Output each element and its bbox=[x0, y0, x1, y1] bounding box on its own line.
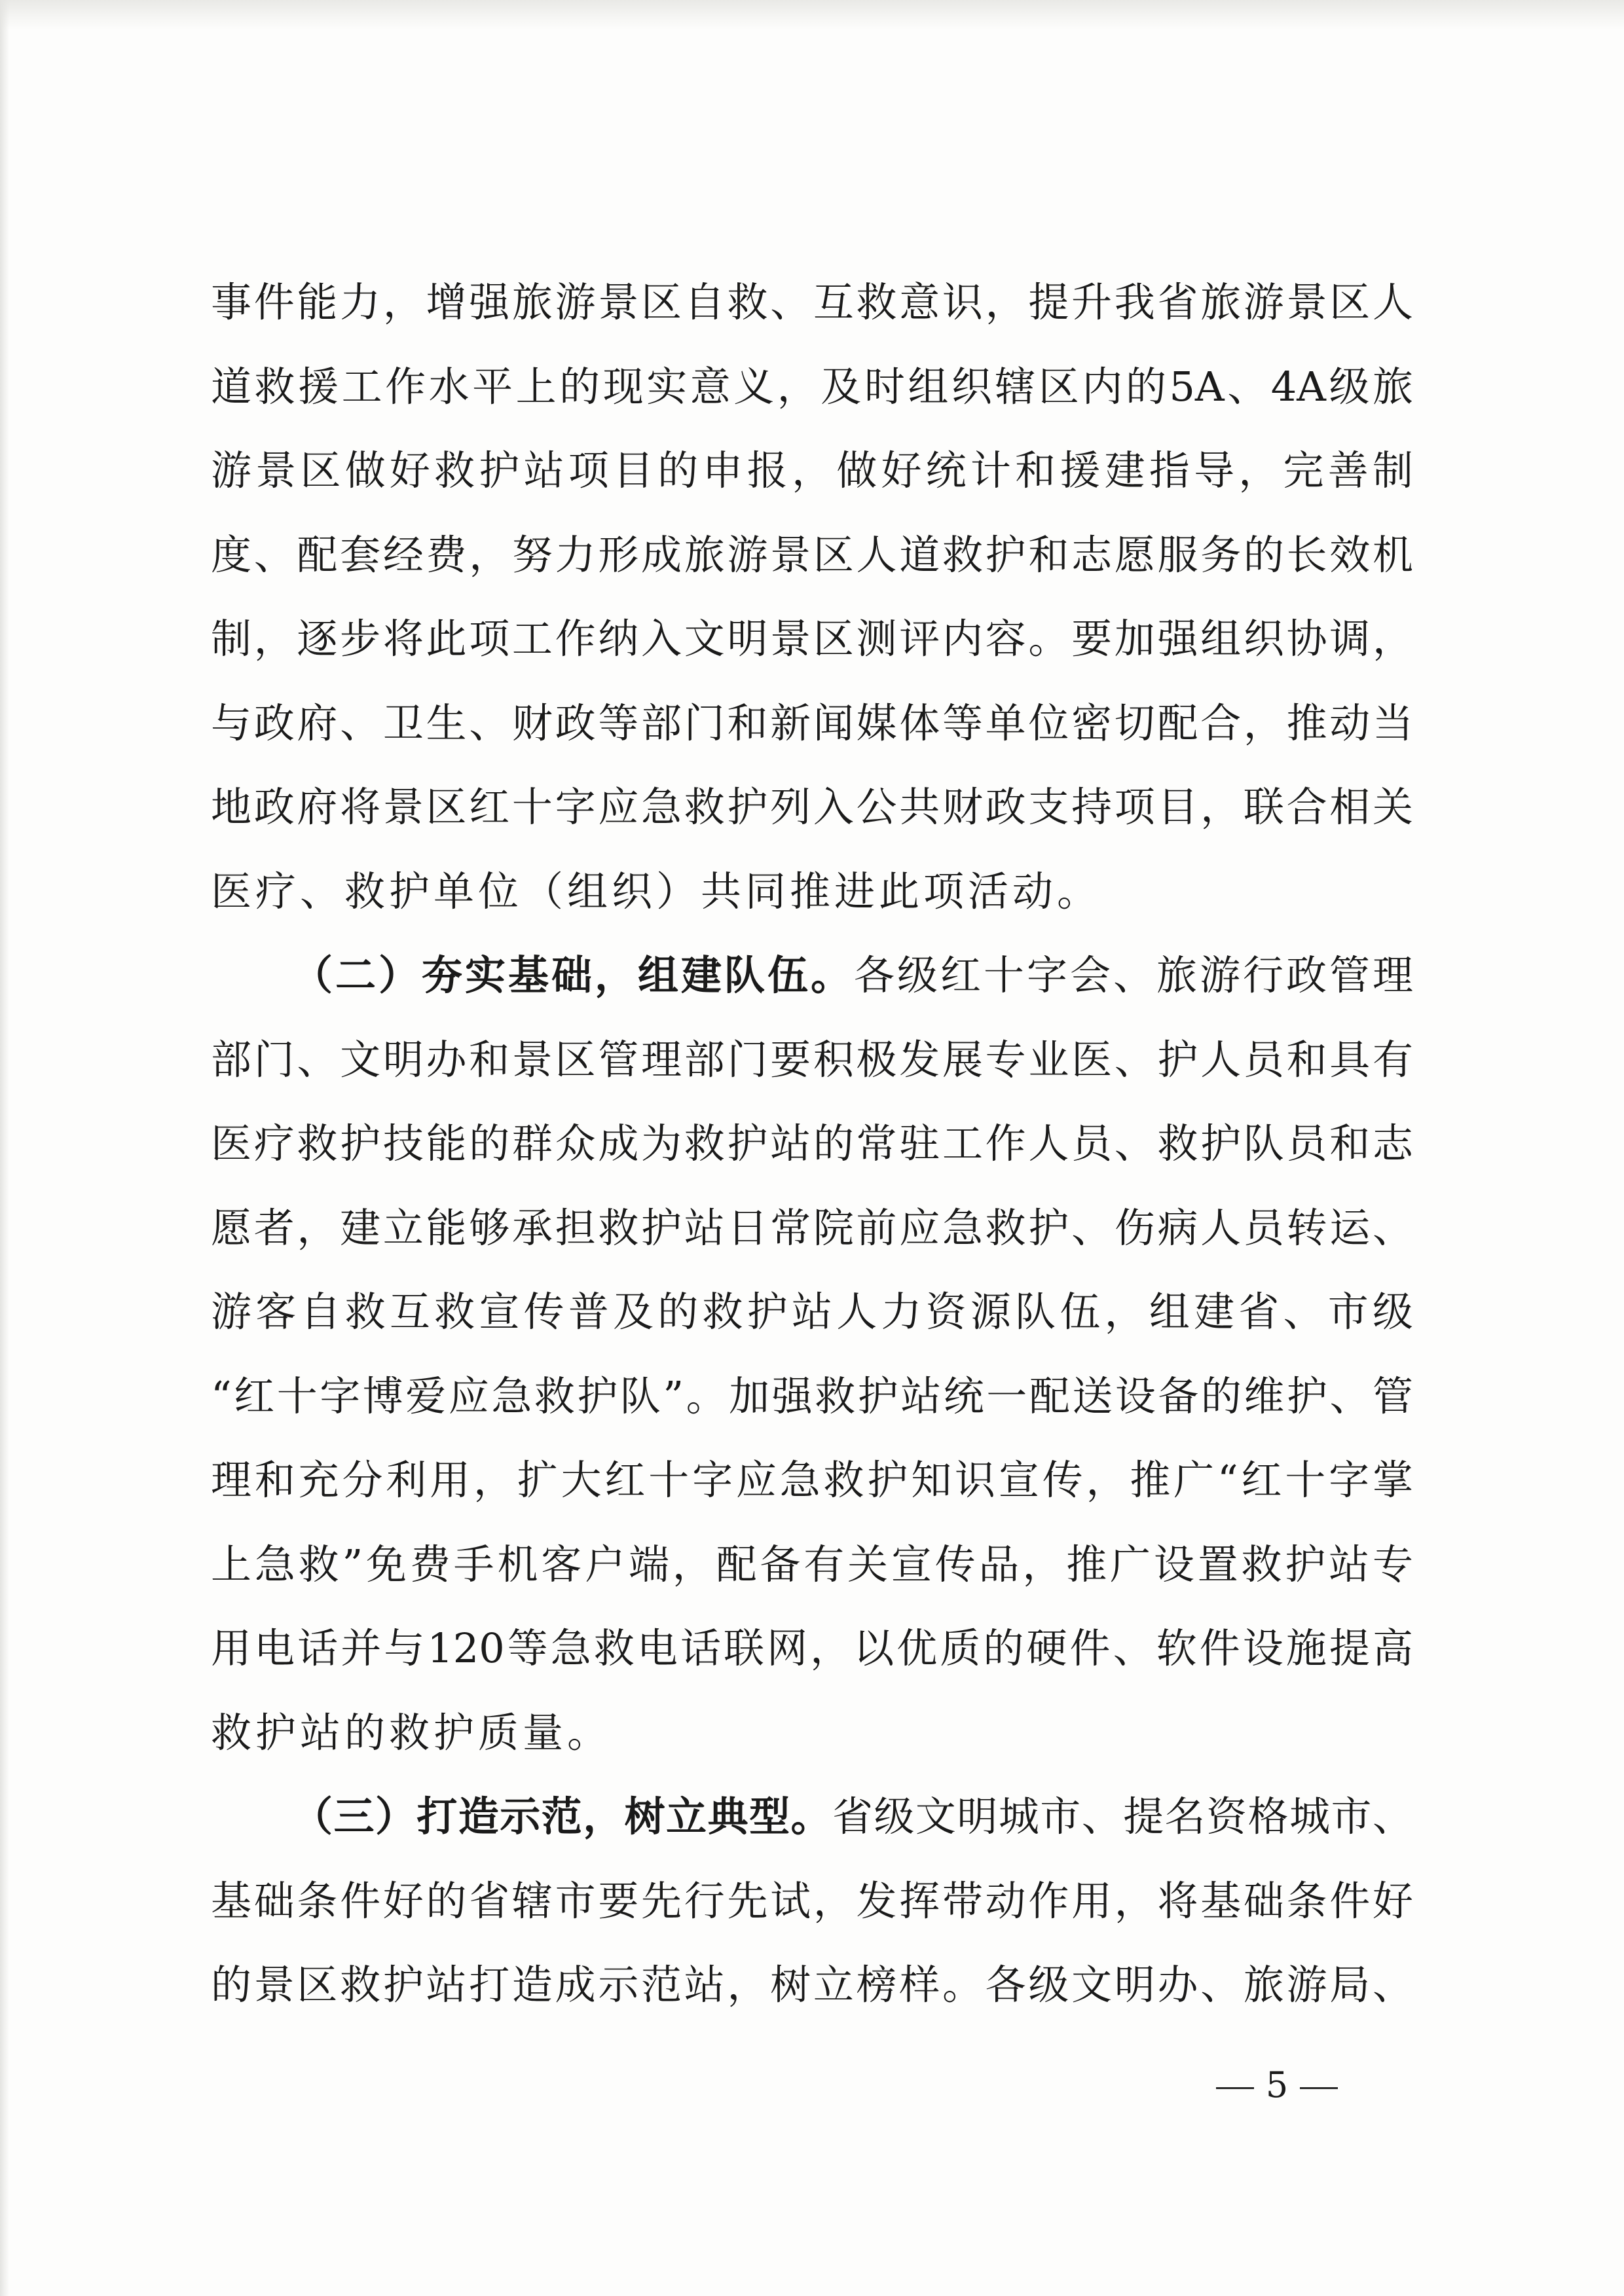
page-number bbox=[1198, 2062, 1356, 2108]
text-line: 制，逐步将此项工作纳入文明景区测评内容。要加强组织协调， bbox=[211, 615, 1413, 663]
text-line: 度、配套经费，努力形成旅游景区人道救护和志愿服务的长效机 bbox=[211, 530, 1413, 579]
section-3-heading: （三）打造示范，树立典型。 bbox=[292, 1793, 832, 1840]
section-2-heading: （二）夯实基础，组建队伍。 bbox=[292, 951, 854, 999]
section-2-first-text: 各级红十字会、旅游行政管理 bbox=[853, 951, 1413, 999]
section-2-first-line bbox=[211, 934, 1413, 1018]
text-line: 理和充分利用，扩大红十字应急救护知识宣传，推广“红十字掌 bbox=[211, 1456, 1413, 1504]
text-line: 事件能力，增强旅游景区自救、互救意识，提升我省旅游景区人 bbox=[211, 278, 1413, 326]
page-number-dash-left bbox=[1216, 2087, 1254, 2089]
text-line: 与政府、卫生、财政等部门和新闻媒体等单位密切配合，推动当 bbox=[211, 699, 1413, 747]
page-number-dash-right bbox=[1300, 2087, 1338, 2089]
text-line: 上急救”免费手机客户端，配备有关宣传品，推广设置救护站专 bbox=[211, 1540, 1413, 1588]
text-line: 部门、文明办和景区管理部门要积极发展专业医、护人员和具有 bbox=[211, 1035, 1413, 1084]
text-line: 医疗救护技能的群众成为救护站的常驻工作人员、救护队员和志 bbox=[211, 1120, 1413, 1167]
text-line: 愿者，建立能够承担救护站日常院前应急救护、伤病人员转运、 bbox=[211, 1203, 1413, 1252]
scan-shadow-top bbox=[0, 0, 1624, 30]
body-text bbox=[211, 261, 1413, 2028]
text-line: 道救援工作水平上的现实意义，及时组织辖区内的5A、4A级旅 bbox=[211, 362, 1413, 410]
text-line: 游景区做好救护站项目的申报，做好统计和援建指导，完善制 bbox=[211, 446, 1413, 494]
text-line: 用电话并与120等急救电话联网，以优质的硬件、软件设施提高 bbox=[211, 1624, 1413, 1672]
text-line: 的景区救护站打造成示范站，树立榜样。各级文明办、旅游局、 bbox=[211, 1961, 1413, 2009]
text-line: 基础条件好的省辖市要先行先试，发挥带动作用，将基础条件好 bbox=[211, 1876, 1413, 1925]
scan-shadow-left bbox=[0, 0, 9, 2296]
text-line: 医疗、救护单位（组织）共同推进此项活动。 bbox=[211, 867, 1102, 915]
text-line: 地政府将景区红十字应急救护列入公共财政支持项目，联合相关 bbox=[211, 783, 1413, 831]
section-3-first-text: 省级文明城市、提名资格城市、 bbox=[832, 1793, 1413, 1840]
text-line: “红十字博爱应急救护队”。加强救护站统一配送设备的维护、管 bbox=[211, 1372, 1413, 1420]
page-number-value: 5 bbox=[1265, 2064, 1289, 2105]
text-line: 救护站的救护质量。 bbox=[211, 1708, 612, 1757]
section-3-first-line bbox=[211, 1775, 1413, 1859]
text-line: 游客自救互救宣传普及的救护站人力资源队伍，组建省、市级 bbox=[211, 1288, 1413, 1336]
